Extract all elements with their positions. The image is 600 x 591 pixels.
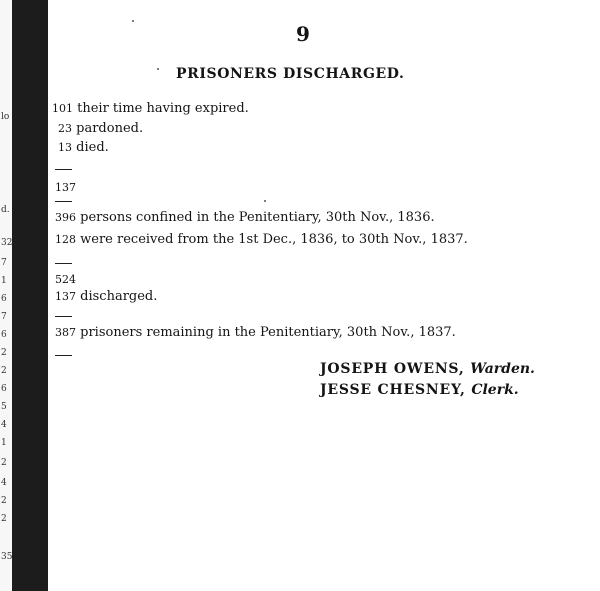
margin-fragment: 1 — [1, 438, 7, 448]
section-rule — [55, 201, 72, 202]
margin-fragment: 1 — [1, 276, 7, 286]
margin-fragment: lo — [1, 112, 10, 122]
signature-name: JESSE CHESNEY, — [320, 382, 466, 398]
discharge-line-died — [58, 140, 109, 156]
received-line — [55, 232, 468, 248]
margin-fragment: 2 — [1, 348, 7, 358]
margin-fragment: 7 — [1, 312, 7, 322]
discharge-total-value: 137 — [55, 181, 76, 194]
sum-rule — [55, 169, 72, 170]
left-margin — [0, 0, 12, 591]
signature-role: Warden. — [470, 361, 535, 377]
confined-line — [55, 210, 435, 226]
discharge-count: 13 — [58, 141, 72, 154]
margin-fragment: 7 — [1, 258, 7, 268]
discharge-reason: died. — [76, 140, 109, 155]
sum-rule — [55, 316, 72, 317]
page-number: 9 — [296, 22, 310, 46]
margin-fragment: d. — [1, 205, 10, 215]
discharged-count: 137 — [55, 290, 76, 303]
print-speck — [264, 200, 266, 202]
print-speck — [132, 20, 134, 22]
margin-fragment: 5 — [1, 402, 7, 412]
confined-text: persons confined in the Penitentiary, 30th Nov., 1836. — [80, 210, 435, 225]
margin-fragment: 2 — [1, 366, 7, 376]
margin-fragment: 4 — [1, 420, 7, 430]
remaining-count: 387 — [55, 326, 76, 339]
discharged-line — [55, 289, 157, 305]
print-speck — [157, 68, 159, 70]
book-binding-edge — [12, 0, 48, 591]
discharge-count: 101 — [52, 102, 73, 115]
margin-fragment: 6 — [1, 384, 7, 394]
margin-fragment: 6 — [1, 294, 7, 304]
discharge-count: 23 — [58, 122, 72, 135]
margin-fragment: 4 — [1, 478, 7, 488]
received-count: 128 — [55, 233, 76, 246]
margin-fragment: 32 — [1, 238, 13, 248]
discharged-text: discharged. — [80, 289, 158, 304]
closing-rule — [55, 355, 72, 356]
margin-fragment: 2 — [1, 514, 7, 524]
sum-total — [55, 272, 76, 288]
remaining-line — [55, 325, 456, 341]
discharge-line-expired — [52, 101, 249, 117]
signature-name: JOSEPH OWENS, — [320, 361, 465, 377]
signature-role: Clerk. — [471, 382, 519, 398]
remaining-text: prisoners remaining in the Penitentiary, 30th Nov., 1837. — [80, 325, 456, 340]
margin-fragment: 6 — [1, 330, 7, 340]
margin-fragment: 2 — [1, 496, 7, 506]
page-heading: PRISONERS DISCHARGED. — [176, 66, 405, 82]
discharge-reason: their time having expired. — [77, 101, 249, 116]
confined-count: 396 — [55, 211, 76, 224]
sum-rule — [55, 263, 72, 264]
received-text: were received from the 1st Dec., 1836, to 30th Nov., 1837. — [80, 232, 468, 247]
discharge-line-pardoned — [58, 121, 143, 137]
signature-warden — [320, 361, 535, 377]
signature-clerk — [320, 382, 519, 398]
margin-fragment: 35 — [1, 552, 13, 562]
margin-fragment: 2 — [1, 458, 7, 468]
sum-total-value: 524 — [55, 273, 76, 286]
discharge-reason: pardoned. — [76, 121, 144, 136]
discharge-total — [55, 180, 76, 196]
